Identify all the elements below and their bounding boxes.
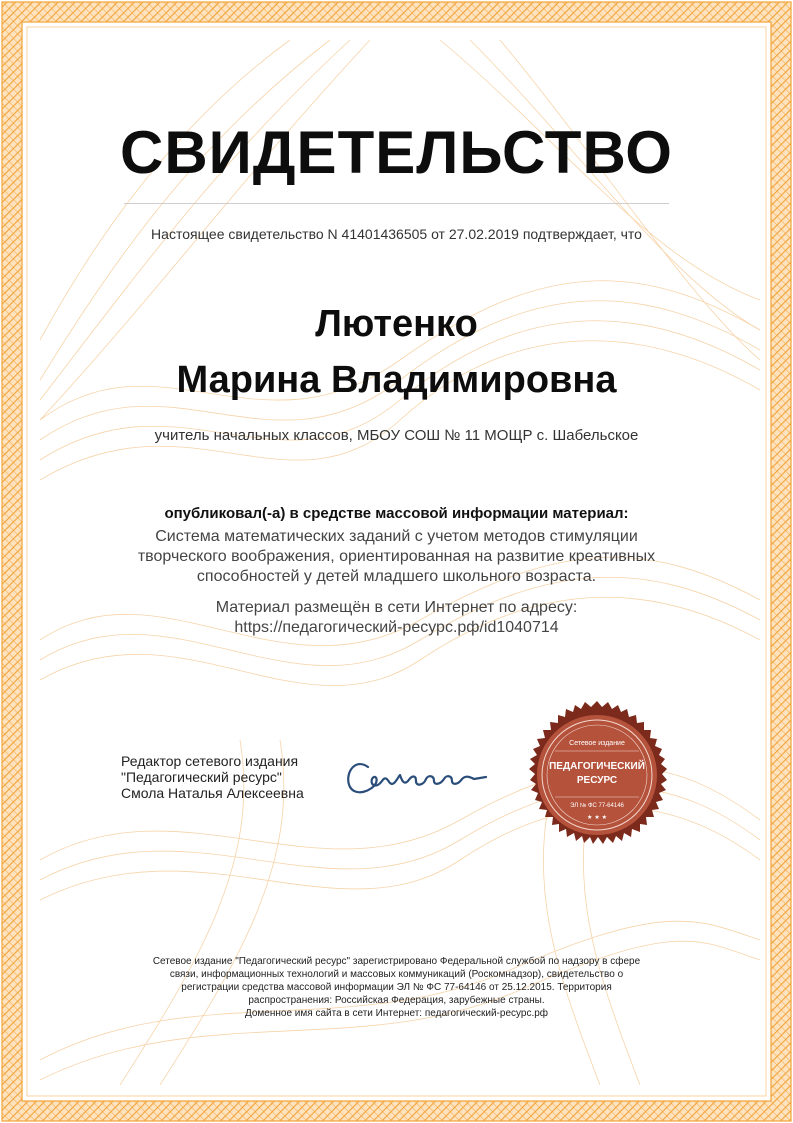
material-location: [0, 598, 793, 638]
published-heading: опубликовал(-а) в средстве массовой информации материал:: [164, 505, 629, 522]
seal-title-line2: РЕСУРС: [576, 775, 618, 786]
footer-line: связи, информационных технологий и массовых коммуникаций (Роскомнадзор), свидетельство о: [169, 969, 624, 980]
material-title-line: способностей у детей младшего школьного возраста.: [196, 568, 597, 585]
certificate-intro: Настоящее свидетельство N 41401436505 от 27.02.2019 подтверждает, что: [151, 226, 642, 242]
recipient-given-names: Марина Владимировна: [176, 359, 617, 401]
registration-footer: [118, 955, 675, 1020]
editor-block: [121, 753, 341, 801]
material-title-line: Система математических заданий с учетом методов стимуляции: [155, 528, 638, 545]
editor-role: Редактор сетевого издания: [121, 753, 299, 769]
recipient-surname: Лютенко: [315, 303, 478, 345]
recipient-name: [0, 296, 793, 408]
seal-title-line1: ПЕДАГОГИЧЕСКИЙ: [549, 761, 645, 772]
certificate-title: СВИДЕТЕЛЬСТВО: [120, 119, 673, 186]
seal-registration: ЭЛ № ФС 77-64146: [570, 803, 624, 809]
footer-line: регистрации средства массовой информации ЭЛ № ФС 77-64146 от 25.12.2015. Территория: [181, 982, 612, 993]
recipient-position: учитель начальных классов, МБОУ СОШ № 11 МОЩР с. Шабельское: [154, 427, 639, 444]
editor-publication: "Педагогический ресурс": [121, 769, 282, 785]
footer-line: распространения: Российская Федерация, зарубежные страны.: [248, 995, 545, 1006]
title-divider: [124, 203, 669, 204]
seal-stars: ★ ★ ★: [587, 814, 607, 821]
footer-line: Сетевое издание "Педагогический ресурс" зарегистрировано Федеральной службой по надзору в сфере: [152, 956, 641, 967]
publication-seal: [522, 700, 672, 850]
editor-signature: [340, 745, 500, 805]
material-location-label: Материал размещён в сети Интернет по адресу:: [215, 599, 578, 616]
material-title: [120, 527, 673, 587]
material-url: https://педагогический-ресурс.рф/id1040714: [234, 619, 559, 636]
material-title-line: творческого воображения, ориентированная на развитие креативных: [137, 548, 656, 565]
seal-top-text: Сетевое издание: [569, 740, 625, 747]
editor-name: Смола Наталья Алексеевна: [121, 785, 304, 801]
footer-line: Доменное имя сайта в сети Интернет: педагогический-ресурс.рф: [244, 1008, 549, 1019]
